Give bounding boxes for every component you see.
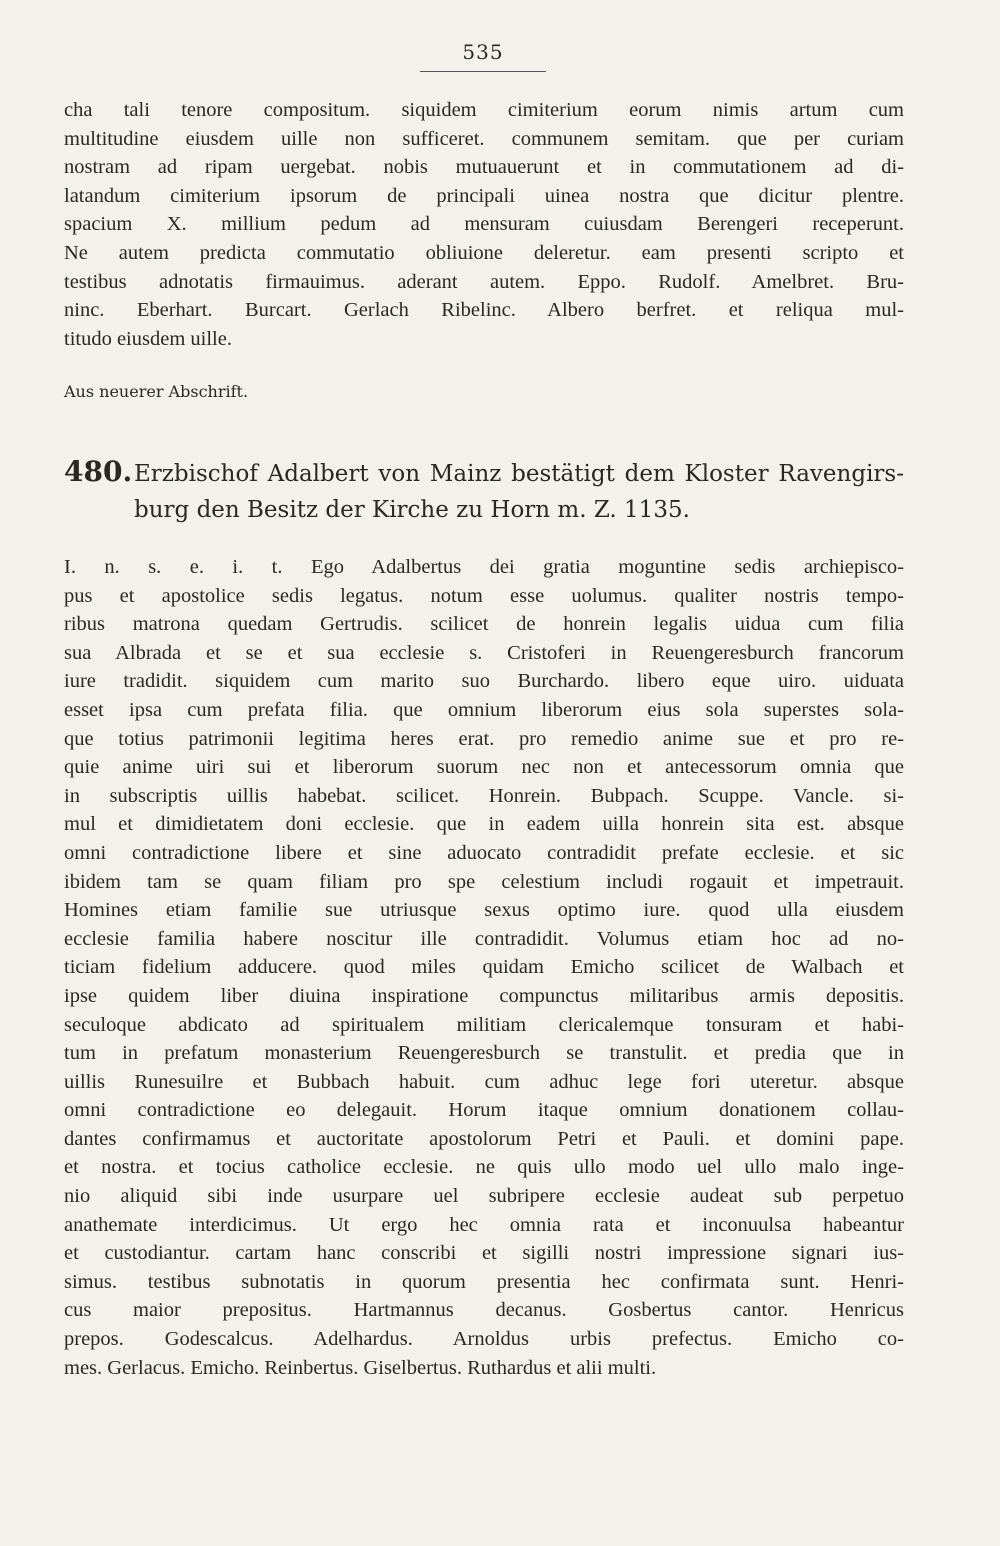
text-line: nio aliquid sibi inde usurpare uel subripere ecclesie audeat sub perpetuo — [64, 1185, 904, 1208]
text-line: ecclesie familia habere noscitur ille contradidit. Volumus etiam hoc ad no- — [64, 927, 904, 950]
text-line: mul et dimidietatem doni ecclesie. que in eadem uilla honrein sita est. absque — [64, 813, 904, 836]
text-line: pus et apostolice sedis legatus. notum esse uolumus. qualiter nostris tempo- — [64, 584, 904, 607]
text-line: quie anime uiri sui et liberorum suorum nec non et antecessorum omnia que — [64, 756, 904, 779]
text-line: ninc. Eberhart. Burcart. Gerlach Ribelinc. Albero berfret. et reliqua mul- — [64, 299, 904, 322]
text-line: latandum cimiterium ipsorum de principali uinea nostra que dicitur plentre. — [64, 184, 904, 207]
text-line: ibidem tam se quam filiam pro spe celestium includi rogauit et impetrauit. — [64, 870, 904, 893]
text-line: nostram ad ripam uergebat. nobis mutuauerunt et in commutationem ad di- — [64, 156, 904, 179]
text-line: prepos. Godescalcus. Adelhardus. Arnoldus urbis prefectus. Emicho co- — [64, 1328, 904, 1351]
text-line: multitudine eiusdem uille non sufficeret. communem semitam. que per curiam — [64, 127, 904, 150]
text-line: seculoque abdicato ad spiritualem militiam clericalemque tonsuram et habi- — [64, 1013, 904, 1036]
charter-body — [64, 553, 904, 1382]
text-line: dantes confirmamus et auctoritate apostolorum Petri et Pauli. et domini pape. — [64, 1127, 904, 1150]
text-line: Ne autem predicta commutatio obliuione deleretur. eam presenti scripto et — [64, 241, 904, 264]
text-line: uillis Runesuilre et Bubbach habuit. cum adhuc lege fori uteretur. absque — [64, 1070, 904, 1093]
title-line: burg den Besitz der Kirche zu Horn m. Z. 1135. — [134, 497, 690, 523]
text-line: ticiam fidelium adducere. quod miles quidam Emicho scilicet de Walbach et — [64, 956, 904, 979]
text-line: I. n. s. e. i. t. Ego Adalbertus dei gratia moguntine sedis archiepisco- — [64, 556, 904, 578]
text-line: cus maior prepositus. Hartmannus decanus. Gosbertus cantor. Henricus — [64, 1299, 904, 1322]
text-line: anathemate interdicimus. Ut ergo hec omnia rata et inconuulsa habeantur — [64, 1213, 904, 1236]
text-line: esset ipsa cum prefata filia. que omnium liberorum eius sola superstes sola- — [64, 698, 904, 721]
text-line: tum in prefatum monasterium Reuengeresburch se transtulit. et predia que in — [64, 1042, 904, 1065]
text-line: cha tali tenore compositum. siquidem cimiterium eorum nimis artum cum — [64, 99, 904, 121]
source-note: Aus neuerer Abschrift. — [64, 382, 249, 401]
charter-title — [134, 456, 904, 528]
text-line: spacium X. millium pedum ad mensuram cuiusdam Berengeri receperunt. — [64, 213, 904, 236]
text-line: Homines etiam familie sue utriusque sexus optimo iure. quod ulla eiusdem — [64, 899, 904, 922]
previous-charter-text — [64, 96, 904, 353]
text-line: que totius patrimonii legitima heres erat. pro remedio anime sue et pro re- — [64, 727, 904, 750]
page-number-rule — [420, 71, 546, 72]
text-line: ipse quidem liber diuina inspiratione compunctus militaribus armis depositis. — [64, 984, 904, 1007]
text-line: omni contradictione eo delegauit. Horum itaque omnium donationem collau- — [64, 1099, 904, 1122]
title-line: Erzbischof Adalbert von Mainz bestätigt dem Kloster Ravengirs- — [134, 461, 904, 487]
text-line: in subscriptis uillis habebat. scilicet. Honrein. Bubpach. Scuppe. Vancle. si- — [64, 784, 904, 807]
text-line: testibus adnotatis firmauimus. aderant autem. Eppo. Rudolf. Amelbret. Bru- — [64, 270, 904, 293]
text-line: ribus matrona quedam Gertrudis. scilicet de honrein legalis uidua cum filia — [64, 613, 904, 636]
charter-number: 480. — [64, 455, 133, 488]
text-line: et nostra. et tocius catholice ecclesie. ne quis ullo modo uel ullo malo inge- — [64, 1156, 904, 1179]
text-line: titudo eiusdem uille. — [64, 327, 232, 350]
text-line: sua Albrada et se et sua ecclesie s. Cristoferi in Reuengeresburch francorum — [64, 641, 904, 664]
text-line: simus. testibus subnotatis in quorum presentia hec confirmata sunt. Henri- — [64, 1270, 904, 1293]
text-line: omni contradictione libere et sine aduocato contradidit prefate ecclesie. et sic — [64, 841, 904, 864]
text-line: mes. Gerlacus. Emicho. Reinbertus. Giselbertus. Ruthardus et alii multi. — [64, 1356, 657, 1379]
text-line: iure tradidit. siquidem cum marito suo Burchardo. libero eque uiro. uiduata — [64, 670, 904, 693]
page-number: 535 — [462, 40, 504, 64]
text-line: et custodiantur. cartam hanc conscribi et sigilli nostri impressione signari ius- — [64, 1242, 904, 1265]
